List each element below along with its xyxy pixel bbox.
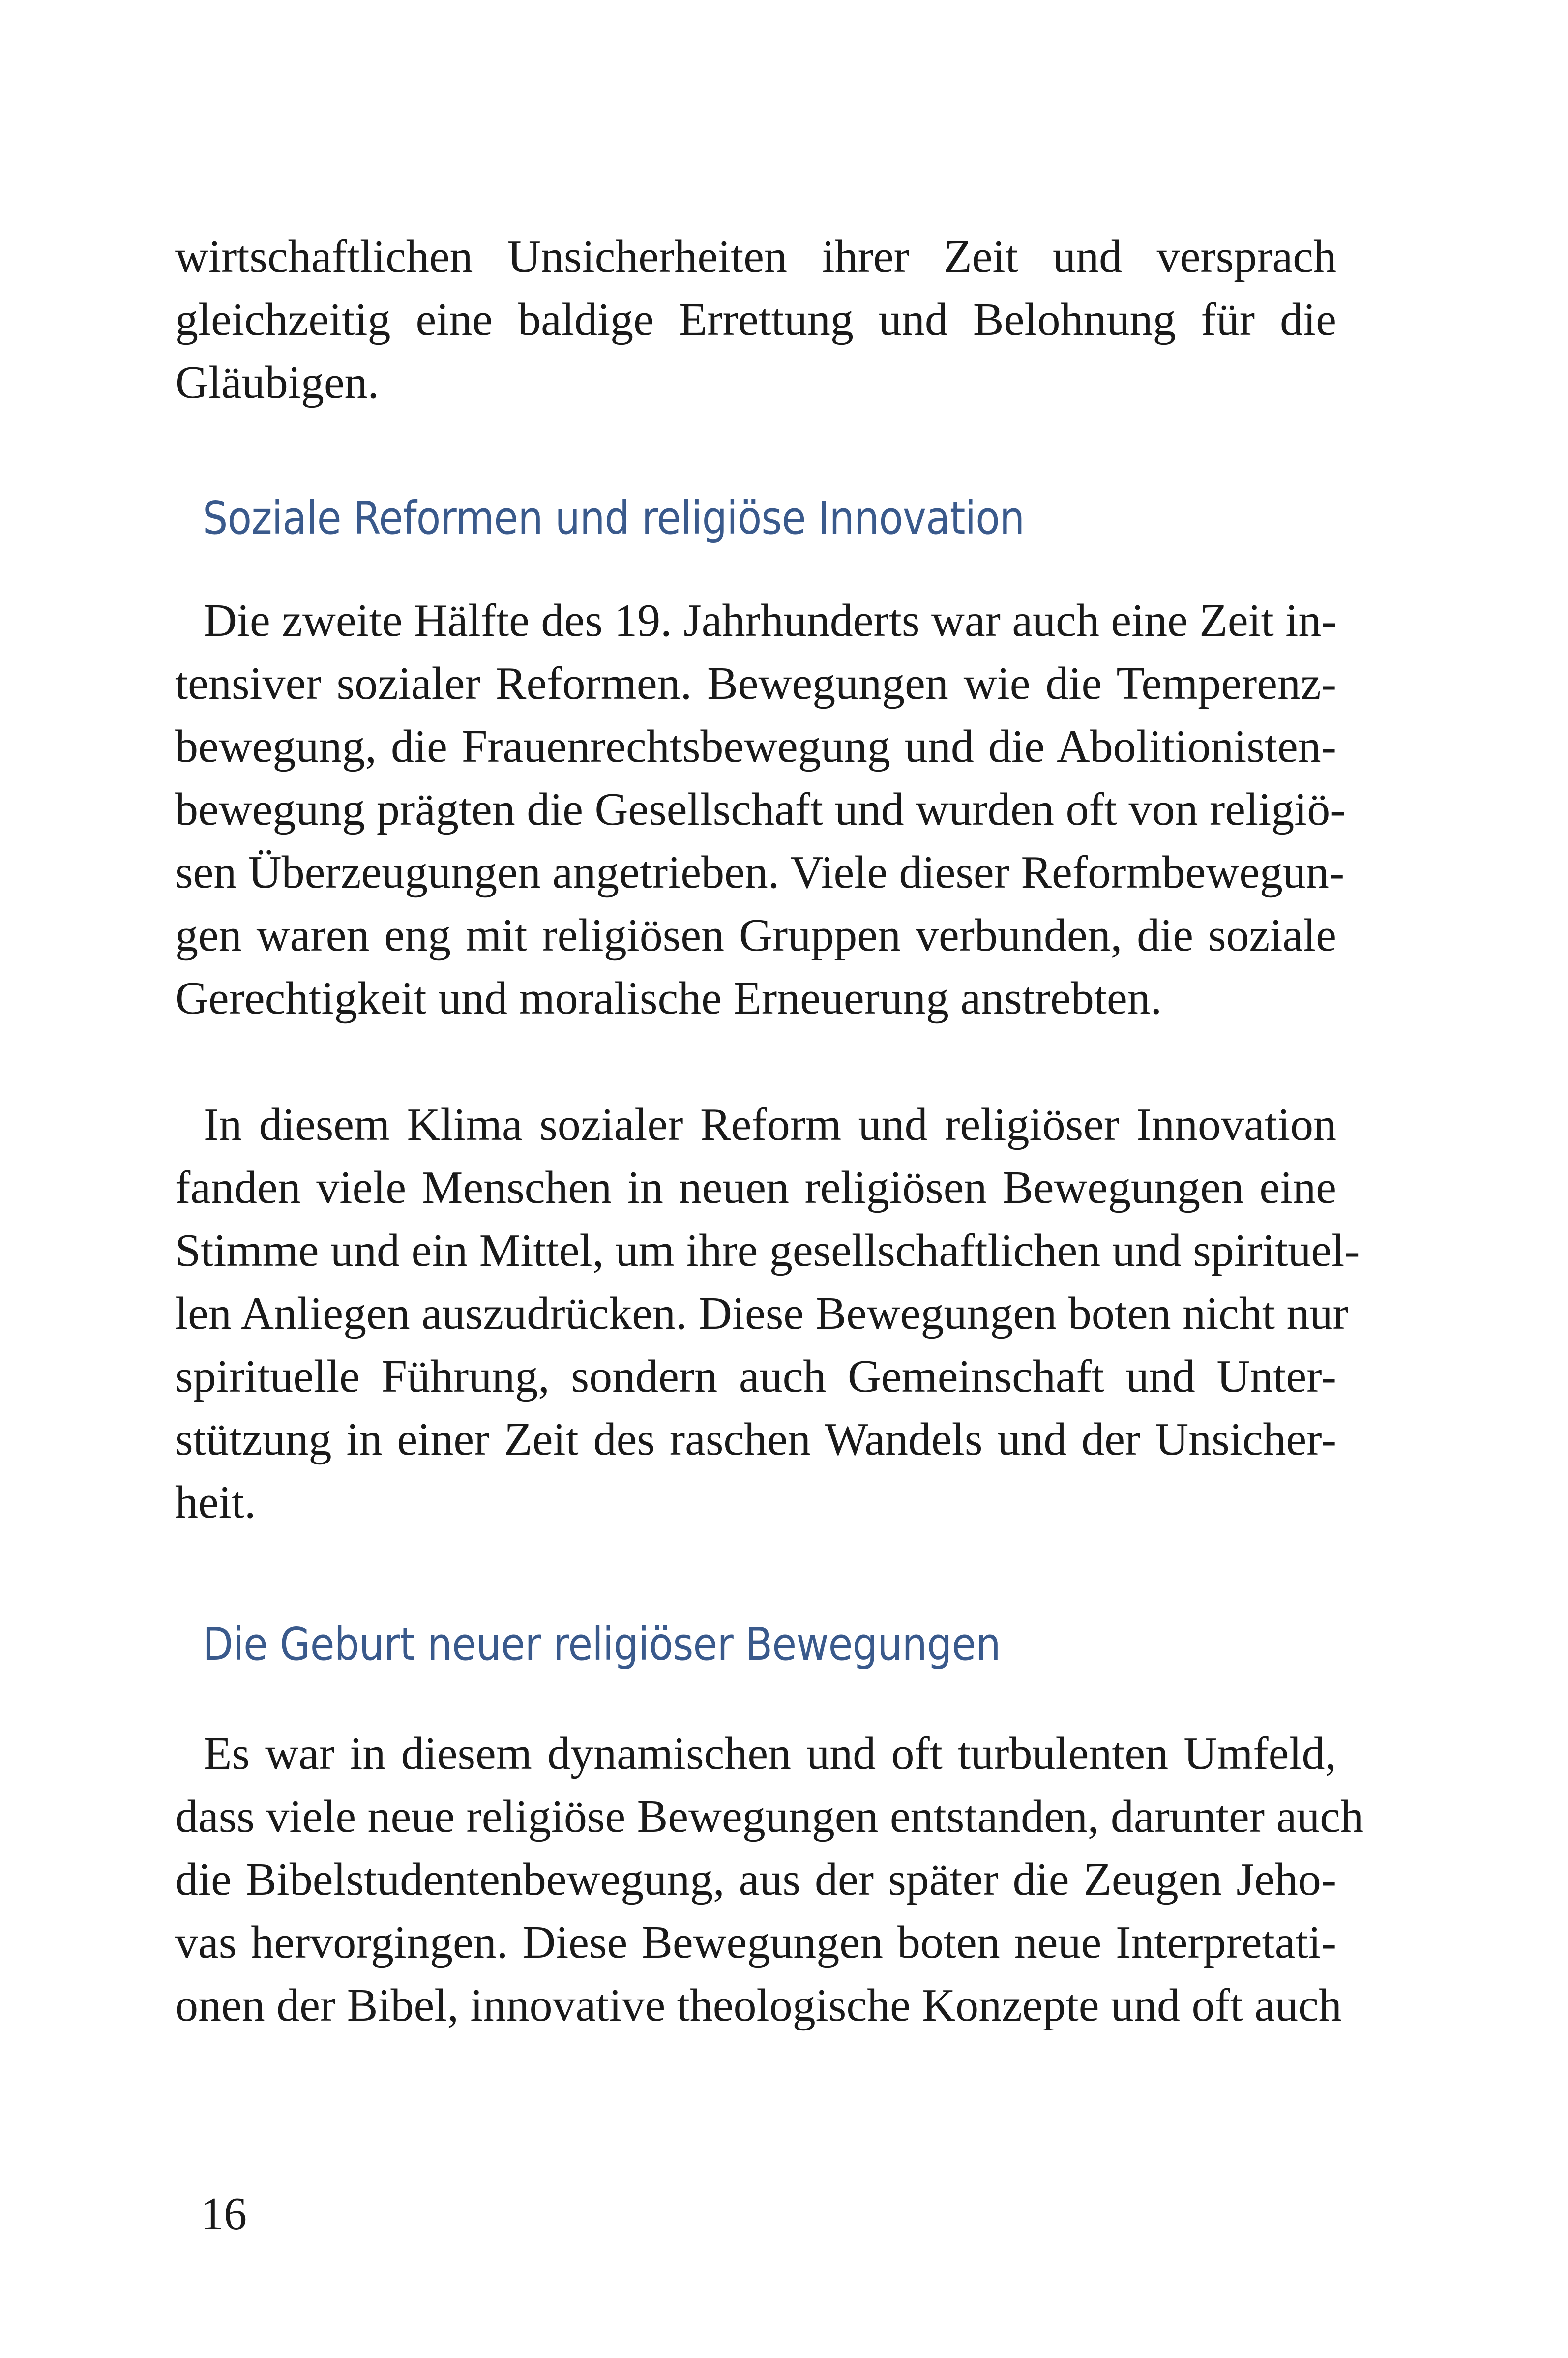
text-line: In diesem Klima sozialer Reform und religiöser Innovation: [204, 1099, 1336, 1150]
section-heading-social-reforms: Soziale Reformen und religiöse Innovation: [203, 492, 1025, 544]
text-line: sen Überzeugungen angetrieben. Viele dieser Reformbewegun-: [175, 847, 1345, 898]
paragraph-social-reforms: [175, 589, 1346, 1030]
text-line: dass viele neue religiöse Bewegungen entstanden, darunter auch: [175, 1791, 1364, 1842]
text-line: onen der Bibel, innovative theologische Konzepte und oft auch: [175, 1980, 1342, 2031]
text-line: Gerechtigkeit und moralische Erneuerung anstrebten.: [175, 973, 1162, 1024]
paragraph-birth-of-movements: [175, 1722, 1364, 2037]
text-line: gleichzeitig eine baldige Errettung und Belohnung für die: [175, 294, 1336, 345]
text-line: vas hervorgingen. Diese Bewegungen boten neue Interpretati-: [175, 1917, 1336, 1968]
section-heading-birth-of-movements: Die Geburt neuer religiöser Bewegungen: [203, 1618, 1001, 1671]
text-line: len Anliegen auszudrücken. Diese Bewegungen boten nicht nur: [175, 1288, 1348, 1339]
text-line: tensiver sozialer Reformen. Bewegungen wie die Temperenz-: [175, 658, 1336, 709]
text-line: gen waren eng mit religiösen Gruppen verbunden, die soziale: [175, 910, 1336, 961]
text-line: Gläubigen.: [175, 357, 380, 408]
text-line: bewegung prägten die Gesellschaft und wurden oft von religiö-: [175, 784, 1346, 835]
text-line: wirtschaftlichen Unsicherheiten ihrer Zeit und versprach: [175, 231, 1336, 282]
page-number: 16: [201, 2188, 247, 2239]
text-line: bewegung, die Frauenrechtsbewegung und die Abolitionisten-: [175, 721, 1336, 772]
paragraph-continuation: [175, 225, 1336, 414]
text-line: spirituelle Führung, sondern auch Gemeinschaft und Unter-: [175, 1351, 1336, 1402]
text-line: heit.: [175, 1477, 256, 1528]
text-line: Es war in diesem dynamischen und oft turbulenten Umfeld,: [204, 1728, 1336, 1779]
text-line: die Bibelstudentenbewegung, aus der später die Zeugen Jeho-: [175, 1854, 1336, 1905]
text-line: stützung in einer Zeit des raschen Wandels und der Unsicher-: [175, 1414, 1336, 1465]
paragraph-climate-of-reform: [175, 1093, 1360, 1534]
text-line: fanden viele Menschen in neuen religiösen Bewegungen eine: [175, 1162, 1336, 1213]
text-line: Stimme und ein Mittel, um ihre gesellschaftlichen und spirituel-: [175, 1225, 1360, 1276]
text-line: Die zweite Hälfte des 19. Jahrhunderts war auch eine Zeit in-: [204, 595, 1337, 646]
